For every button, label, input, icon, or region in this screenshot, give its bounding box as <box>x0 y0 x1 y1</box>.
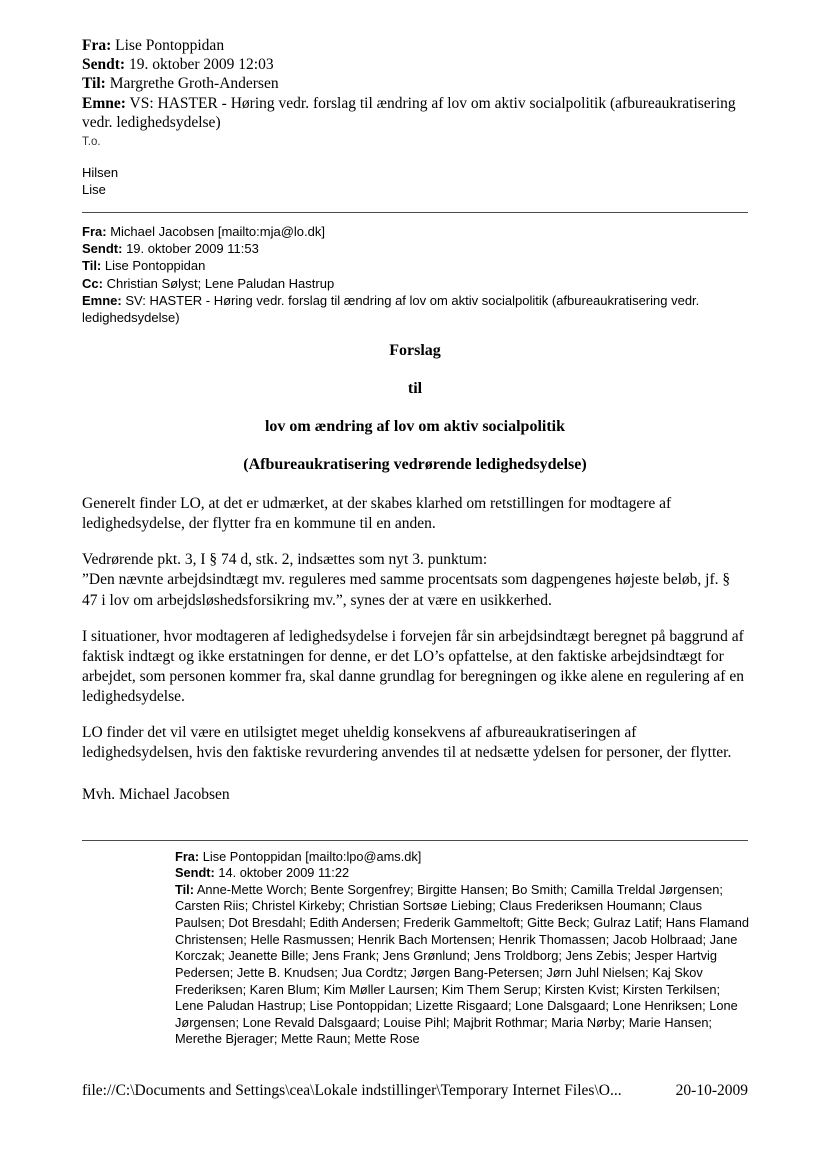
header-sent <box>82 240 748 257</box>
signature-line: Lise <box>82 182 106 198</box>
signature-line: Hilsen <box>82 165 119 181</box>
header-from <box>82 36 748 55</box>
header-subject <box>82 292 748 326</box>
page-footer <box>82 1082 748 1100</box>
cc-value: Christian Sølyst; Lene Paludan Hastrup <box>106 275 335 291</box>
from-value: Lise Pontoppidan <box>115 37 225 54</box>
from-label: Fra: <box>175 848 200 864</box>
email-header-top <box>82 36 748 199</box>
header-sent <box>82 55 748 74</box>
email-body <box>82 494 748 804</box>
signature <box>82 165 748 199</box>
email-header-reply <box>82 223 748 326</box>
from-value: Michael Jacobsen [mailto:mja@lo.dk] <box>110 224 325 240</box>
divider-line <box>82 840 748 841</box>
header-to <box>82 257 748 274</box>
to-label: Til: <box>82 75 106 93</box>
header-to-recipient-list <box>175 882 749 1048</box>
body-paragraph: Generelt finder LO, at det er udmærket, at der skabes klarhed om retstillingen for modtagere af ledighedsydelse, der flytter fra en kommune til en anden. <box>82 495 672 533</box>
to-label: Til: <box>82 258 102 274</box>
to-value: Anne-Mette Worch; Bente Sorgenfrey; Birgitte Hansen; Bo Smith; Camilla Treldal Jørgensen; Carsten Riis; Christel Kirkeby; Christian Sortsøe Liebing; Claus Frederiksen Houmann; Claus Paulsen; Dot Bresdahl; Edith Andersen; Frederik Gammeltoft; Gitte Beck; Gulraz Latif; Hans Flamand Christensen; Helle Rasmussen; Henrik Bach Mortensen; Henrik Thomassen; Jacob Holbraad; Jane Korczak; Jeanette Bille; Jens Frank; Jens Grønlund; Jens Troldborg; Jens Zebis; Jesper Hartvig Pedersen; Jette B. Knudsen; Jua Cordtz; Jørgen Bang-Petersen; Jørn Juhl Nielsen; Kaj Skov Frederiksen; Karen Blum; Kim Møller Laursen; Kim Them Serup; Kirsten Kvist; Kirsten Terkilsen; Lene Paludan Hastrup; Lise Pontoppidan; Lizette Risgaard; Lone Dalsgaard; Lone Henriksen; Lone Jørgensen; Lone Revald Dalsgaard; Louise Pihl; Majbrit Rothmar; Maria Nørby; Marie Hansen; Merethe Bjerager; Mette Raun; Mette Rose <box>175 881 749 1047</box>
email-header-original <box>175 849 749 1049</box>
title-line-subtitle: (Afbureaukratisering vedrørende ledighedsydelse) <box>243 456 587 474</box>
cc-label: Cc: <box>82 275 103 291</box>
sent-label: Sendt: <box>82 56 126 74</box>
paragraph-line: Vedrørende pkt. 3, I § 74 d, stk. 2, indsættes som nyt 3. punktum: <box>82 551 488 569</box>
title-line-til: til <box>407 380 423 398</box>
divider-line <box>82 212 748 213</box>
subject-value: VS: HASTER - Høring vedr. forslag til ændring af lov om aktiv socialpolitik (afbureaukratisering vedr. ledighedsydelse) <box>82 94 736 131</box>
title-line-law: lov om ændring af lov om aktiv socialpolitik <box>264 418 566 436</box>
body-paragraph <box>82 550 748 610</box>
sent-label: Sendt: <box>175 865 215 881</box>
note-to: T.o. <box>82 136 101 149</box>
sent-value: 19. oktober 2009 11:53 <box>126 241 259 257</box>
footer-file-path: file://C:\Documents and Settings\cea\Lokale indstillinger\Temporary Internet Files\O... <box>82 1082 622 1099</box>
from-label: Fra: <box>82 224 107 240</box>
subject-value: SV: HASTER - Høring vedr. forslag til ændring af lov om aktiv socialpolitik (afbureaukratisering vedr. ledighedsydelse) <box>82 292 700 325</box>
body-paragraph: LO finder det vil være en utilsigtet meget uheldig konsekvens af afbureaukratiseringen af ledighedsydelsen, hvis den faktiske revurdering anvendes til at nedsætte ydelsen for personer, der flytter. <box>82 724 732 762</box>
header-from <box>175 849 749 866</box>
to-value: Lise Pontoppidan <box>104 258 206 274</box>
header-cc <box>82 275 748 292</box>
body-paragraph: I situationer, hvor modtageren af ledighedsydelse i forvejen får sin arbejdsindtægt beregnet på baggrund af faktisk indtægt og ikke erstatningen for denne, er det LO’s opfattelse, at den faktiske arbejdsindtægt for arbejdet, som personen kommer fra, skal danne grundlag for beregningen og ikke alene en regulering af en ledighedsydelse. <box>82 627 744 706</box>
proposal-title-block <box>82 342 748 474</box>
from-value: Lise Pontoppidan [mailto:lpo@ams.dk] <box>202 848 422 864</box>
from-label: Fra: <box>82 37 112 54</box>
signoff: Mvh. Michael Jacobsen <box>82 785 230 803</box>
header-to <box>82 74 748 93</box>
title-line-forslag: Forslag <box>389 342 441 360</box>
header-from <box>82 223 748 240</box>
subject-label: Emne: <box>82 292 122 308</box>
header-subject <box>82 94 748 132</box>
sent-value: 19. oktober 2009 12:03 <box>128 56 274 74</box>
header-sent <box>175 865 749 882</box>
subject-label: Emne: <box>82 94 126 112</box>
footer-date: 20-10-2009 <box>675 1082 748 1099</box>
to-label: Til: <box>175 881 194 897</box>
sent-value: 14. oktober 2009 11:22 <box>218 865 350 881</box>
paragraph-line: ”Den nævnte arbejdsindtægt mv. reguleres med samme procentsats som dagpengenes højeste beløb, jf. § 47 i lov om arbejdsløshedsforsikring mv.”, synes der at være en usikkerhed. <box>82 571 731 609</box>
to-value: Margrethe Groth-Andersen <box>109 75 279 93</box>
sent-label: Sendt: <box>82 241 123 257</box>
